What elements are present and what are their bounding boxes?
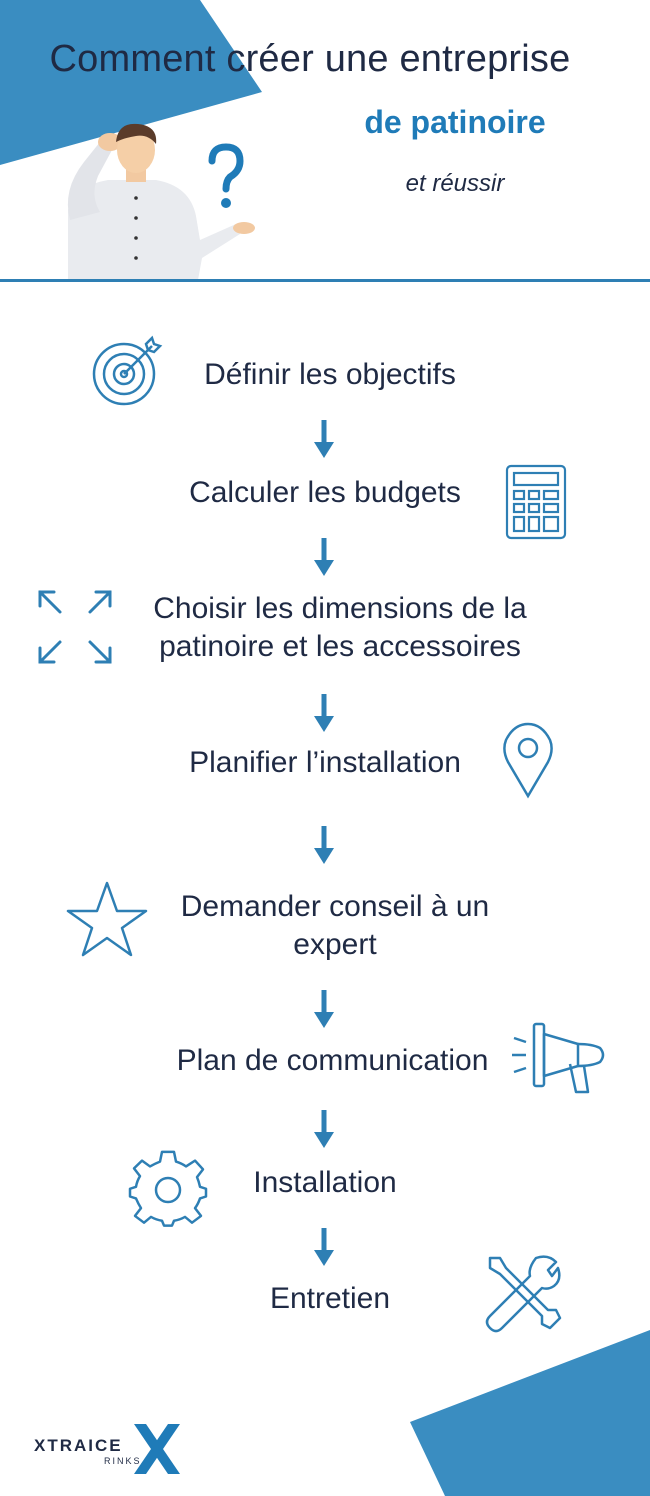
step-calculate-budgets: Calculer les budgets: [189, 476, 461, 509]
down-arrow-icon: [312, 1108, 336, 1150]
step-ask-expert: Demander conseil à un expert: [180, 890, 490, 961]
question-mark-icon: [206, 143, 246, 211]
step-installation: Installation: [253, 1166, 397, 1199]
tools-icon: [482, 1254, 562, 1334]
down-arrow-icon: [312, 824, 336, 866]
down-arrow-icon: [312, 418, 336, 460]
down-arrow-icon: [312, 536, 336, 578]
page-tagline: et réussir: [405, 170, 505, 197]
megaphone-icon: [510, 1018, 610, 1098]
xtraice-logo: [34, 1422, 184, 1474]
step-define-objectives: Définir les objectifs: [204, 358, 456, 391]
calculator-icon: [505, 464, 567, 540]
page-subtitle: de patinoire: [364, 104, 546, 140]
logo-sub: RINKS: [104, 1456, 142, 1466]
logo-brand: XTRAICE: [34, 1436, 123, 1455]
header-divider: [0, 279, 650, 282]
gear-icon: [128, 1150, 208, 1230]
logo-x-mark: [132, 1422, 182, 1476]
step-maintenance: Entretien: [269, 1282, 391, 1315]
step-communication-plan: Plan de communication: [176, 1044, 489, 1077]
expand-arrows-icon: [36, 588, 114, 666]
bottom-right-blue-shape: [410, 1330, 650, 1496]
map-pin-icon: [500, 722, 556, 800]
down-arrow-icon: [312, 692, 336, 734]
star-icon: [66, 880, 148, 958]
page-title: Comment créer une entreprise: [49, 38, 571, 80]
step-plan-installation: Planifier l’installation: [189, 746, 461, 779]
step-choose-dimensions: Choisir les dimensions de la patinoire et les accessoires: [153, 592, 527, 663]
down-arrow-icon: [312, 988, 336, 1030]
down-arrow-icon: [312, 1226, 336, 1268]
